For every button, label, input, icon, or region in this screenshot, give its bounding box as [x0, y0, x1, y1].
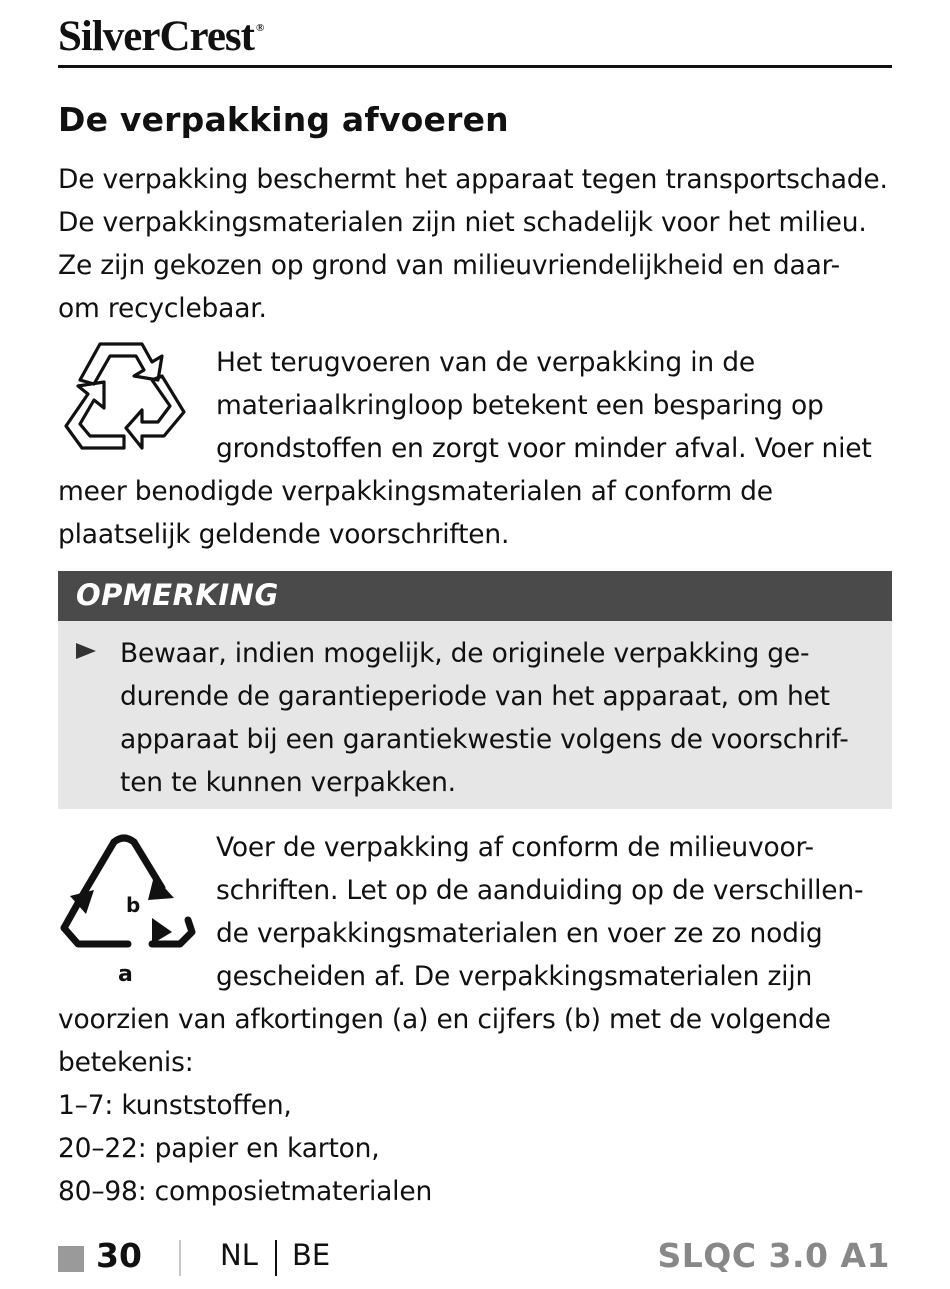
- note-header: [58, 571, 892, 621]
- list-item: 80–98: composietmaterialen: [58, 1176, 433, 1207]
- label-a: a: [118, 962, 133, 987]
- recycle-paragraph-indented: [216, 341, 872, 470]
- text-line: voorzien van afkortingen (a) en cijfers (b) met de volgende: [58, 1004, 831, 1035]
- text-line: Bewaar, indien mogelijk, de originele verpakking ge-: [120, 638, 810, 669]
- intro-paragraph: [58, 158, 888, 330]
- text-line: de verpakkingsmaterialen en voer ze zo nodig: [216, 918, 823, 949]
- recycle-triangle-icon: [58, 832, 198, 956]
- language-nl: NL: [220, 1238, 258, 1272]
- text-line: om recyclebaar.: [58, 293, 267, 324]
- text-line: durende de garantieperiode van het apparaat, om het: [120, 681, 830, 712]
- brand-name: SilverCrest: [58, 13, 254, 60]
- text-line: meer benodigde verpakkingsmaterialen af conform de: [58, 476, 773, 507]
- recycle-paragraph-full: [58, 470, 773, 556]
- model-number: SLQC 3.0 A1: [657, 1236, 890, 1275]
- language-be: BE: [292, 1238, 331, 1272]
- text-line: materiaalkringloop betekent een besparing op: [216, 390, 824, 421]
- note-title: OPMERKING: [76, 578, 279, 612]
- text-line: gescheiden af. De verpakkingsmaterialen zijn: [216, 961, 813, 992]
- text-line: Het terugvoeren van de verpakking in de: [216, 347, 755, 378]
- brand-logo: [58, 12, 263, 61]
- triangle-bullet-icon: [76, 643, 96, 659]
- text-line: grondstoffen en zorgt voor minder afval. Voer niet: [216, 433, 872, 464]
- note-body: [58, 621, 892, 809]
- text-line: De verpakking beschermt het apparaat tegen transportschade.: [58, 164, 888, 195]
- marking-paragraph-full: [58, 998, 831, 1213]
- text-line: plaatselijk geldende voorschriften.: [58, 519, 510, 550]
- text-line: ten te kunnen verpakken.: [120, 767, 456, 798]
- note-text: [120, 632, 849, 804]
- footer-divider: [179, 1240, 181, 1276]
- footer-square-icon: [58, 1246, 84, 1272]
- header-rule: [58, 65, 892, 68]
- text-line: apparaat bij een garantiekwestie volgens de voorschrif-: [120, 724, 849, 755]
- list-item: 1–7: kunststoffen,: [58, 1090, 292, 1121]
- text-line: betekenis:: [58, 1047, 194, 1078]
- list-item: 20–22: papier en karton,: [58, 1133, 380, 1164]
- recycle-loop-icon: [58, 336, 190, 454]
- registered-mark: ®: [255, 22, 264, 34]
- text-line: schriften. Let op de aanduiding op de verschillen-: [216, 875, 864, 906]
- page-number: 30: [96, 1236, 142, 1275]
- marking-paragraph-indented: [216, 826, 863, 998]
- text-line: De verpakkingsmaterialen zijn niet schadelijk voor het milieu.: [58, 207, 867, 238]
- text-line: Ze zijn gekozen op grond van milieuvriendelijkheid en daar-: [58, 250, 840, 281]
- label-b: b: [126, 893, 141, 917]
- text-line: Voer de verpakking af conform de milieuvoor-: [216, 832, 814, 863]
- footer-divider: [275, 1240, 277, 1276]
- section-title: De verpakking afvoeren: [58, 100, 509, 139]
